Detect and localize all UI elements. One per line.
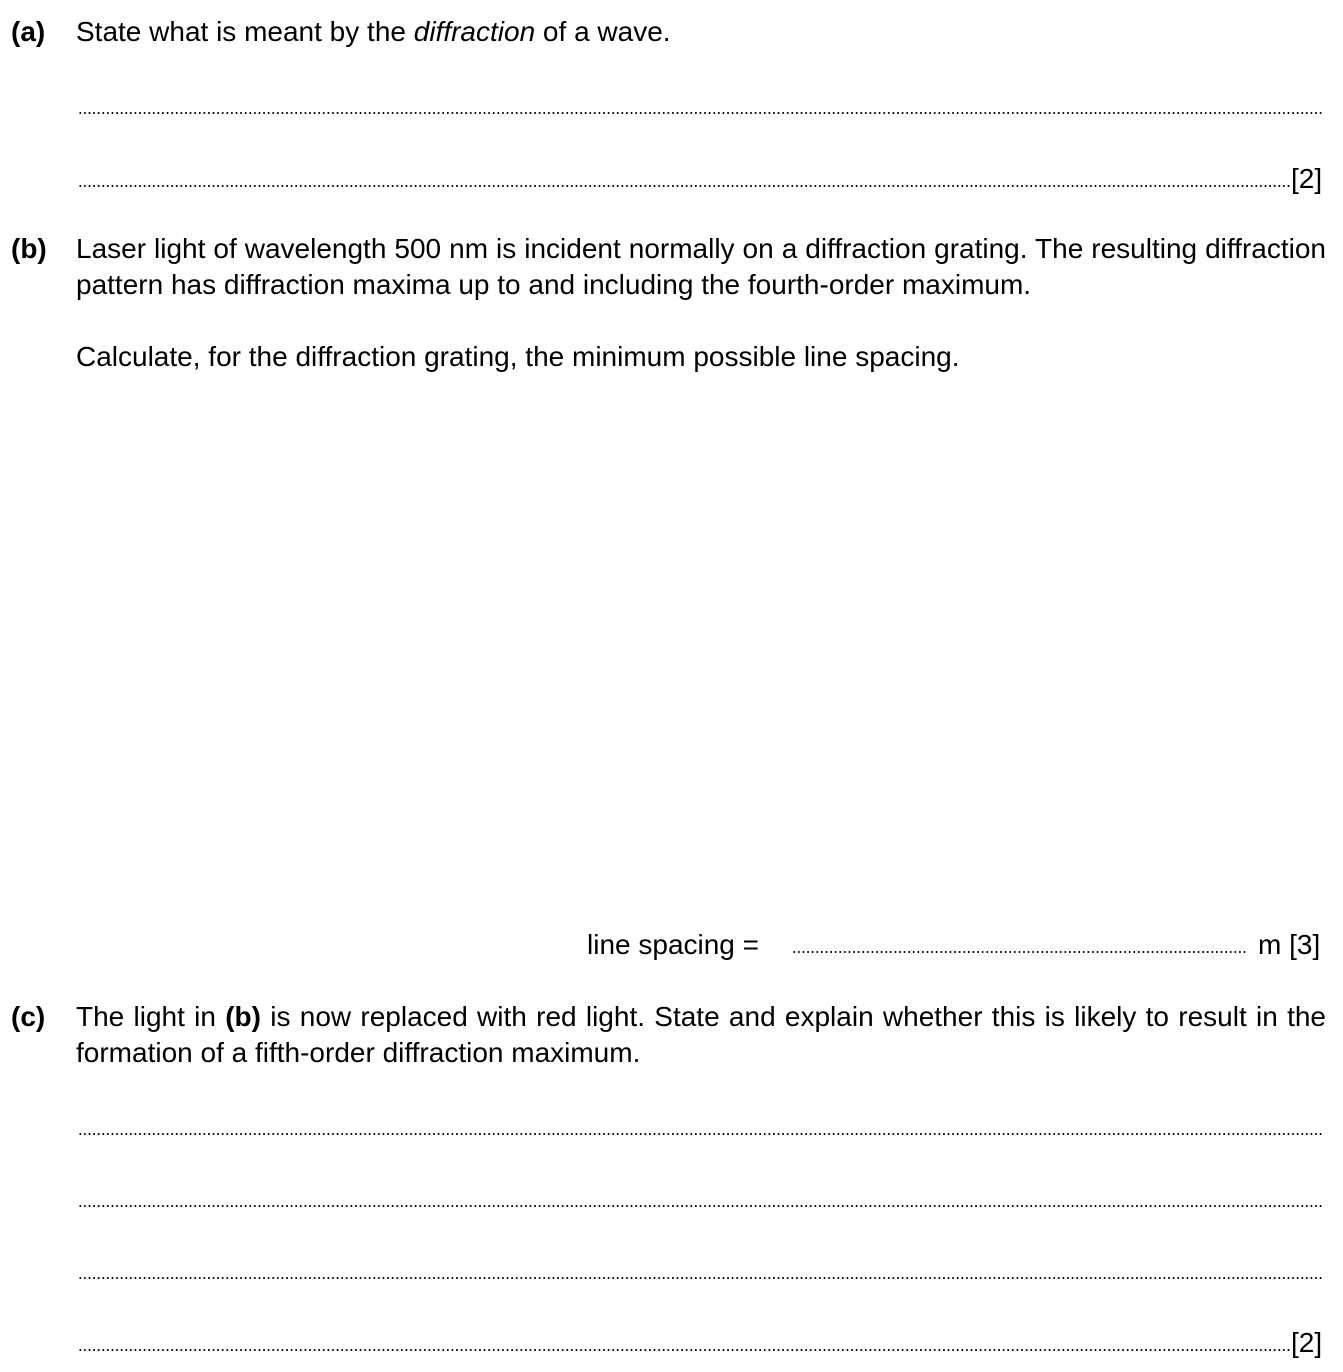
part-b-unit-marks (1258, 927, 1320, 963)
part-c-question (76, 999, 1326, 1071)
part-b-question: Laser light of wavelength 500 nm is incident normally on a diffraction grating. The resulting diffraction pattern has diffraction maxima up to and including the fourth-order maximum. (76, 233, 1326, 300)
part-c-question-post: is now replaced with red light. State and explain whether this is likely to result in the formation of a fifth-order diffraction maximum. (76, 1001, 1326, 1068)
part-a-question-post: of a wave. (535, 16, 671, 47)
part-c-answer-line-2[interactable] (78, 1205, 1324, 1207)
part-c-question-ref: (b) (225, 1001, 261, 1032)
part-c-marks: [2] (1291, 1327, 1323, 1358)
part-c-answer-line-1[interactable] (78, 1133, 1324, 1135)
part-b-label: (b) (11, 233, 47, 264)
part-c-question-pre: The light in (76, 1001, 226, 1032)
line-spacing-answer-field[interactable] (792, 951, 1246, 953)
part-a-marks: [2] (1291, 163, 1323, 194)
part-a-question (76, 14, 671, 50)
part-a-answer-line-2[interactable] (78, 185, 1290, 187)
part-a-question-pre: State what is meant by the (76, 16, 414, 47)
part-b-instruction: Calculate, for the diffraction grating, the minimum possible line spacing. (76, 341, 960, 372)
part-b-marks: [3] (1289, 929, 1321, 960)
line-spacing-label: line spacing = (587, 929, 760, 960)
part-a-question-term: diffraction (413, 16, 536, 47)
part-c-answer-line-4[interactable] (78, 1349, 1290, 1351)
part-a-answer-line-1[interactable] (78, 112, 1324, 114)
part-c-label: (c) (11, 1001, 46, 1032)
part-c-answer-line-3[interactable] (78, 1277, 1324, 1279)
part-a-label: (a) (11, 16, 46, 47)
line-spacing-unit: m (1258, 929, 1282, 960)
